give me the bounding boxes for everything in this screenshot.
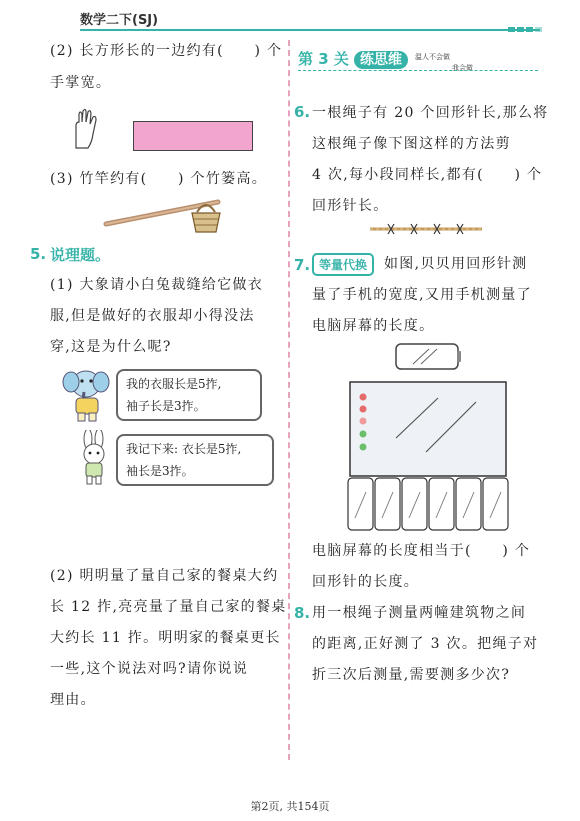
elephant-icon xyxy=(62,366,114,422)
elephant-bubble-line1: 我的衣服长是5拃, xyxy=(126,377,222,391)
q6-line3: 4 次,每小段同样长,都有( ) 个 xyxy=(312,167,543,183)
q7-tag: 等量代换 xyxy=(312,253,374,276)
q5-p2-line3: 大约长 11 拃。明明家的餐桌更长 xyxy=(50,630,281,646)
pink-rectangle xyxy=(133,121,253,151)
phones-row xyxy=(348,478,508,530)
level-note-2: 我会做 xyxy=(452,64,473,72)
page-header xyxy=(0,0,580,34)
computer-screen-illustration xyxy=(346,380,512,534)
q8-number: 8. xyxy=(294,604,311,622)
level-note-1: 温人不会做 xyxy=(415,53,450,61)
q8-line1: 用一根绳子测量两幢建筑物之间 xyxy=(312,605,527,621)
q3-line1: (3) 竹竿约有( ) 个竹篓高。 xyxy=(50,171,268,187)
phone-icon xyxy=(395,342,463,372)
basket-icon xyxy=(192,205,220,232)
q7-line2: 量了手机的宽度,又用手机测量了 xyxy=(312,287,532,303)
level-prefix: 第 3 关 xyxy=(298,50,349,68)
bamboo-pole-basket-illustration xyxy=(100,196,230,236)
q7-answer-line2: 回形针的长度。 xyxy=(312,574,420,590)
q5-p1-line2: 服,但是做好的衣服却小得没法 xyxy=(50,308,255,324)
q5-title: 说理题。 xyxy=(50,246,111,264)
q5-p2-line1: (2) 明明量了量自己家的餐桌大约 xyxy=(50,568,279,584)
q7-answer-line1: 电脑屏幕的长度相当于( ) 个 xyxy=(312,543,531,559)
q5-p2-line2: 长 12 拃,亮亮量了量自己家的餐桌 xyxy=(50,599,287,615)
q5-p1-line3: 穿,这是为什么呢? xyxy=(50,339,172,355)
rabbit-bubble-line2: 袖长是3拃。 xyxy=(126,464,194,478)
level-rule xyxy=(298,70,538,71)
elephant-bubble-line2: 袖子长是3拃。 xyxy=(126,399,206,413)
header-decoration xyxy=(508,17,544,36)
q6-line4: 回形针长。 xyxy=(312,198,389,214)
header-rule xyxy=(80,29,540,31)
q6-line2: 这根绳子像下图这样的方法剪 xyxy=(312,136,511,152)
rabbit-icon xyxy=(74,430,114,488)
q8-line3: 折三次后测量,需要测多少次? xyxy=(312,667,511,683)
rabbit-bubble-line1: 我记下来: 衣长是5拃, xyxy=(126,442,242,456)
q5-number: 5. xyxy=(30,245,47,263)
q6-number: 6. xyxy=(294,103,311,121)
book-title: 数学二下(SJ) xyxy=(80,13,159,28)
computer-screen xyxy=(350,382,506,476)
q7-number: 7. xyxy=(294,256,311,274)
q2-line2: 手掌宽。 xyxy=(50,75,112,91)
q5-p2-line5: 理由。 xyxy=(50,692,96,708)
q6-line1: 一根绳子有 20 个回形针长,那么将 xyxy=(312,105,549,121)
rope-cut-diagram xyxy=(368,222,484,236)
q7-line1: 如图,贝贝用回形针测 xyxy=(384,256,528,272)
q7-line3: 电脑屏幕的长度。 xyxy=(312,318,435,334)
q5-p1-line1: (1) 大象请小白兔裁缝给它做衣 xyxy=(50,277,264,293)
page-footer: 第2页, 共154页 xyxy=(250,800,330,813)
level-heading xyxy=(298,48,408,69)
hand-icon xyxy=(70,108,100,152)
q5-p2-line4: 一些,这个说法对吗?请你说说 xyxy=(50,661,249,677)
level-badge: 练思维 xyxy=(354,51,408,69)
q2-line1: (2) 长方形长的一边约有( ) 个 xyxy=(50,43,283,59)
elephant-speech-bubble xyxy=(116,369,262,421)
q8-line2: 的距离,正好测了 3 次。把绳子对 xyxy=(312,636,539,652)
column-divider xyxy=(288,40,290,760)
rabbit-speech-bubble xyxy=(116,434,274,486)
